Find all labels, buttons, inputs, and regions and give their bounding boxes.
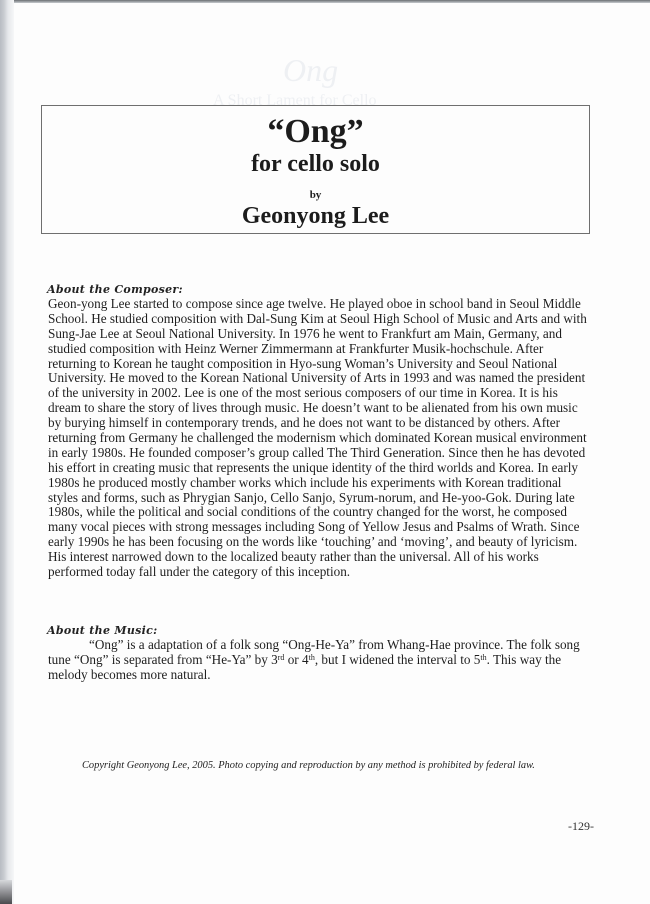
- paragraph-line: 1980s, while the political and social conditions of the country changed for the worst, he composed: [48, 504, 567, 520]
- about-music-paragraph: [48, 638, 628, 683]
- piece-subtitle: for cello solo: [251, 151, 380, 177]
- paragraph-line: many vocal pieces with strong messages including Song of Yellow Jesus and Psalms of Wrath. Since: [48, 519, 580, 535]
- composer-name: Geonyong Lee: [241, 203, 390, 229]
- about-composer-paragraph: [48, 297, 628, 580]
- scan-corner-shadow: [0, 880, 12, 904]
- scan-edge-top: [0, 0, 650, 3]
- paragraph-line: performed today fall under the category of this inception.: [48, 564, 351, 580]
- paragraph-line: School. He studied composition with Dal-Sung Kim at Seoul High School of Music and Arts and with: [48, 310, 587, 326]
- paragraph-line: “Ong” is a adaptation of a folk song “Ong-He-Ya” from Whang-Hae province. The folk song: [89, 637, 580, 652]
- page-number: -129-: [568, 819, 594, 833]
- paragraph-line: [48, 653, 628, 668]
- about-composer-heading: About the Composer:: [47, 283, 183, 296]
- text-run: , but I widened the interval to 5: [314, 651, 481, 667]
- scan-edge-left: [0, 0, 14, 904]
- text-run: . This way the: [486, 651, 562, 667]
- ordinal-suffix: th: [308, 652, 315, 662]
- paragraph-line: styles and forms, such as Phrygian Sanjo, Cello Sanjo, Syrum-norum, and He-yoo-Gok. During late: [48, 489, 575, 505]
- paragraph-line: 1980s he produced mostly chamber works which include his experiments with Korean traditional: [48, 474, 562, 490]
- paragraph-line: Sung-Jae Lee at Seoul National University. In 1976 he went to Frankfurt am Main, Germany, and: [48, 325, 562, 341]
- paragraph-line: returning to Korean he taught composition in Hyo-sung Woman’s University and Seoul National: [48, 355, 558, 371]
- paragraph-line: by burying himself in contemporary trends, and he does not want to be distanced by others. After: [48, 415, 560, 431]
- paragraph-line: of the university in 2002. Lee is one of the most serious composers of our time in Korea. It is his: [48, 385, 558, 401]
- paragraph-line: studied composition with Heinz Werner Zimmermann at Frankfurter Musik-hochschule. After: [48, 340, 544, 356]
- bleed-through-title: Ong: [283, 52, 339, 88]
- paragraph-line: melody becomes more natural.: [48, 666, 211, 682]
- title-box: [41, 105, 590, 234]
- paragraph-line: Geon-yong Lee started to compose since age twelve. He played oboe in school band in Seoul Middle: [48, 296, 581, 311]
- paragraph-line: His interest narrowed down to the localized beauty rather than the universal. All of his works: [48, 549, 539, 565]
- text-run: or 4: [284, 651, 309, 667]
- ordinal-suffix: th: [480, 652, 487, 662]
- text-run: tune “Ong” is separated from “He-Ya” by 3: [48, 651, 278, 667]
- about-music-heading: About the Music:: [47, 624, 158, 637]
- paragraph-line: University. He moved to the Korean National University of Arts in 1993 and was named the president: [48, 370, 586, 386]
- copyright-notice: Copyright Geonyong Lee, 2005. Photo copying and reproduction by any method is prohibited by federal law.: [82, 760, 535, 771]
- ordinal-suffix: rd: [277, 652, 285, 662]
- paragraph-line: in early 1980s. He founded composer’s group called The Third Generation. Since then he has devoted: [48, 444, 586, 460]
- piece-title: “Ong”: [267, 113, 364, 150]
- bleed-through-subtitle: A Short Lament for Cello: [213, 92, 377, 109]
- paragraph-line: dream to share the story of lives through music. He doesn’t want to be alienated from his own music: [48, 400, 578, 416]
- paragraph-line: returning from Germany he challenged the modernism which dominated Korean musical environment: [48, 430, 587, 446]
- by-label: by: [309, 189, 322, 201]
- paragraph-line: early 1990s he has been focusing on the words like ‘touching’ and ‘moving’, and beauty of lyricism.: [48, 534, 578, 550]
- paragraph-line: his effort in creating music that represents the unique identity of the third worlds and Korea. In early: [48, 459, 579, 475]
